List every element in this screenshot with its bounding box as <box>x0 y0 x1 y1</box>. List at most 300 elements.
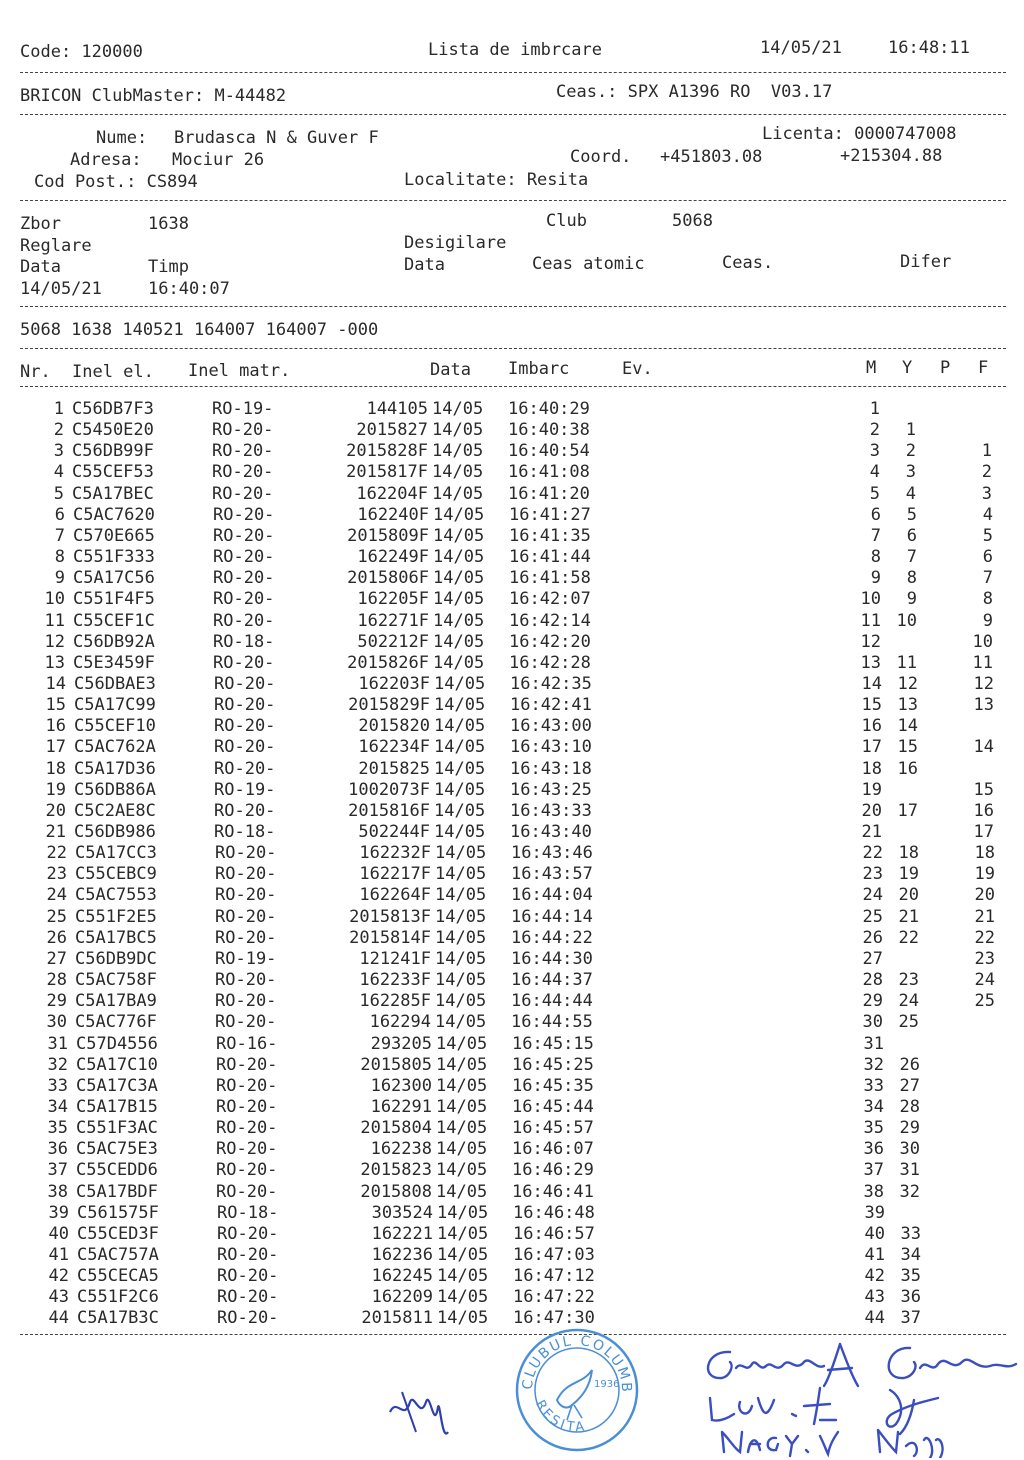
row-inel-el: C570E665 <box>73 526 155 546</box>
clock-label: Ceas. <box>722 253 774 273</box>
row-m: 22 <box>862 843 883 863</box>
row-time: 16:45:15 <box>512 1034 594 1054</box>
owner-address: Mociur 26 <box>172 150 265 170</box>
row-prefix: RO-20- <box>213 653 275 673</box>
row-nr: 1 <box>53 399 64 419</box>
row-time: 16:45:57 <box>512 1118 594 1138</box>
address-label: Adresa: <box>70 150 142 170</box>
row-inel-el: C5AC757A <box>77 1245 159 1265</box>
row-date: 14/05 <box>435 949 487 969</box>
row-nr: 39 <box>48 1203 69 1223</box>
handwritten-signature-icon <box>382 1372 462 1452</box>
row-inel-el: C55CEF10 <box>74 716 156 736</box>
row-ring-number: 162203F <box>358 674 430 694</box>
row-date: 14/05 <box>434 801 486 821</box>
row-time: 16:44:55 <box>511 1012 593 1032</box>
row-prefix: RO-20- <box>213 589 275 609</box>
table-row <box>0 1055 1024 1076</box>
row-prefix: RO-20- <box>217 1308 279 1328</box>
row-y: 30 <box>899 1139 920 1159</box>
row-f: 20 <box>974 885 995 905</box>
row-m: 18 <box>861 759 882 779</box>
row-prefix: RO-20- <box>216 1097 278 1117</box>
row-m: 2 <box>869 420 880 440</box>
row-y: 2 <box>905 441 916 461</box>
row-date: 14/05 <box>437 1287 489 1307</box>
row-date: 14/05 <box>433 547 485 567</box>
row-ring-number: 162204F <box>356 484 428 504</box>
row-m: 20 <box>861 801 882 821</box>
row-f: 23 <box>974 949 995 969</box>
row-inel-el: C5AC776F <box>75 1012 157 1032</box>
table-row <box>0 399 1024 420</box>
row-nr: 36 <box>47 1139 68 1159</box>
row-date: 14/05 <box>436 1097 488 1117</box>
table-row <box>0 737 1024 758</box>
row-m: 33 <box>863 1076 884 1096</box>
row-f: 16 <box>973 801 994 821</box>
row-date: 14/05 <box>433 568 485 588</box>
row-prefix: RO-20- <box>215 970 277 990</box>
row-m: 29 <box>862 991 883 1011</box>
row-y: 37 <box>900 1308 921 1328</box>
row-time: 16:40:29 <box>508 399 590 419</box>
divider <box>20 114 1006 115</box>
club-stamp-icon <box>512 1325 642 1455</box>
row-prefix: RO-20- <box>214 737 276 757</box>
row-inel-el: C56DB986 <box>74 822 156 842</box>
col-data: Data <box>430 360 471 380</box>
reglare-label: Reglare <box>20 236 92 256</box>
row-time: 16:42:41 <box>510 695 592 715</box>
row-m: 27 <box>862 949 883 969</box>
divider <box>20 200 1006 201</box>
row-date: 14/05 <box>436 1139 488 1159</box>
row-ring-number: 162294 <box>369 1012 431 1032</box>
row-prefix: RO-20- <box>212 462 274 482</box>
row-ring-number: 162264F <box>359 885 431 905</box>
row-inel-el: C5AC7553 <box>75 885 157 905</box>
row-prefix: RO-18- <box>217 1203 279 1223</box>
row-y: 13 <box>897 695 918 715</box>
row-time: 16:47:22 <box>513 1287 595 1307</box>
table-row <box>0 907 1024 928</box>
table-row <box>0 864 1024 885</box>
row-m: 4 <box>869 462 880 482</box>
row-time: 16:41:20 <box>508 484 590 504</box>
table-row <box>0 801 1024 822</box>
row-nr: 21 <box>45 822 66 842</box>
row-ring-number: 121241F <box>359 949 431 969</box>
row-ring-number: 162217F <box>359 864 431 884</box>
row-prefix: RO-18- <box>214 822 276 842</box>
row-y: 34 <box>900 1245 921 1265</box>
row-f: 5 <box>982 526 993 546</box>
table-row <box>0 991 1024 1012</box>
row-y: 28 <box>899 1097 920 1117</box>
row-nr: 19 <box>45 780 66 800</box>
row-nr: 29 <box>46 991 67 1011</box>
summary-line: 5068 1638 140521 164007 164007 -000 <box>20 320 379 340</box>
row-inel-el: C5A17B3C <box>77 1308 159 1328</box>
row-time: 16:43:40 <box>510 822 592 842</box>
row-m: 24 <box>862 885 883 905</box>
row-date: 14/05 <box>433 632 485 652</box>
row-f: 11 <box>972 653 993 673</box>
row-nr: 15 <box>45 695 66 715</box>
row-m: 7 <box>870 526 881 546</box>
row-y: 24 <box>898 991 919 1011</box>
row-m: 44 <box>864 1308 885 1328</box>
row-date: 14/05 <box>435 991 487 1011</box>
locality: Localitate: Resita <box>404 170 589 190</box>
row-time: 16:44:04 <box>511 885 593 905</box>
row-nr: 12 <box>44 632 65 652</box>
row-date: 14/05 <box>434 716 486 736</box>
row-y: 6 <box>906 526 917 546</box>
row-time: 16:46:07 <box>512 1139 594 1159</box>
row-date: 14/05 <box>433 589 485 609</box>
row-inel-el: C5A17BEC <box>72 484 154 504</box>
row-f: 1 <box>981 441 992 461</box>
document-title: Lista de imbrcare <box>428 40 602 60</box>
row-ring-number: 162285F <box>359 991 431 1011</box>
row-ring-number: 2015825 <box>358 759 430 779</box>
row-y: 23 <box>898 970 919 990</box>
row-y: 29 <box>899 1118 920 1138</box>
row-f: 2 <box>981 462 992 482</box>
handwritten-signature-icon <box>700 1340 1020 1458</box>
table-row <box>0 1139 1024 1160</box>
row-prefix: RO-20- <box>214 716 276 736</box>
row-nr: 2 <box>53 420 64 440</box>
row-f: 25 <box>974 991 995 1011</box>
row-inel-el: C5A17C56 <box>73 568 155 588</box>
row-y: 31 <box>899 1160 920 1180</box>
row-ring-number: 2015804 <box>360 1118 432 1138</box>
club-label: Club <box>546 211 587 231</box>
table-row <box>0 1160 1024 1181</box>
row-time: 16:42:20 <box>509 632 591 652</box>
row-ring-number: 2015826F <box>347 653 429 673</box>
table-row <box>0 632 1024 653</box>
row-prefix: RO-20- <box>212 484 274 504</box>
row-ring-number: 162249F <box>357 547 429 567</box>
row-nr: 37 <box>47 1160 68 1180</box>
row-nr: 32 <box>47 1055 68 1075</box>
row-ring-number: 162300 <box>370 1076 432 1096</box>
difference-label: Difer <box>900 252 952 272</box>
row-ring-number: 162271F <box>357 611 429 631</box>
row-nr: 30 <box>46 1012 67 1032</box>
stamp-top-text: CLUBUL COLUMB <box>519 1332 635 1395</box>
row-time: 16:45:25 <box>512 1055 594 1075</box>
row-inel-el: C5A17C3A <box>76 1076 158 1096</box>
row-m: 37 <box>863 1160 884 1180</box>
row-y: 35 <box>900 1266 921 1286</box>
row-date: 14/05 <box>435 864 487 884</box>
col-inel-matr: Inel matr. <box>188 361 291 381</box>
row-inel-el: C551F3AC <box>76 1118 158 1138</box>
row-f: 17 <box>973 822 994 842</box>
col-ev: Ev. <box>622 359 653 379</box>
row-date: 14/05 <box>435 1012 487 1032</box>
row-prefix: RO-20- <box>213 568 275 588</box>
table-row <box>0 526 1024 547</box>
row-nr: 41 <box>48 1245 69 1265</box>
row-inel-el: C56DB99F <box>72 441 154 461</box>
row-ring-number: 303524 <box>371 1203 433 1223</box>
row-date: 14/05 <box>435 907 487 927</box>
row-ring-number: 2015808 <box>360 1182 432 1202</box>
row-prefix: RO-20- <box>216 1076 278 1096</box>
table-row <box>0 780 1024 801</box>
row-m: 42 <box>864 1266 885 1286</box>
row-f: 10 <box>972 632 993 652</box>
row-date: 14/05 <box>432 462 484 482</box>
row-ring-number: 2015811 <box>361 1308 433 1328</box>
col-inel-el: Inel el. <box>72 362 154 382</box>
row-prefix: RO-20- <box>215 843 277 863</box>
row-prefix: RO-20- <box>213 611 275 631</box>
row-inel-el: C5A17C10 <box>76 1055 158 1075</box>
row-y: 17 <box>897 801 918 821</box>
table-row <box>0 759 1024 780</box>
row-inel-el: C551F2C6 <box>77 1287 159 1307</box>
row-prefix: RO-20- <box>215 1012 277 1032</box>
row-time: 16:47:12 <box>513 1266 595 1286</box>
row-m: 31 <box>863 1034 884 1054</box>
row-time: 16:47:30 <box>513 1308 595 1328</box>
table-row <box>0 653 1024 674</box>
row-nr: 8 <box>54 547 65 567</box>
row-prefix: RO-20- <box>212 420 274 440</box>
stamp-bottom-text: RESITA <box>532 1397 588 1436</box>
row-inel-el: C5AC7620 <box>73 505 155 525</box>
row-inel-el: C5AC762A <box>74 737 156 757</box>
row-m: 11 <box>860 611 881 631</box>
row-prefix: RO-20- <box>215 885 277 905</box>
row-m: 43 <box>864 1287 885 1307</box>
row-y: 25 <box>898 1012 919 1032</box>
row-m: 14 <box>861 674 882 694</box>
table-row <box>0 970 1024 991</box>
row-y: 10 <box>896 611 917 631</box>
row-m: 19 <box>861 780 882 800</box>
divider <box>20 348 1006 349</box>
coord-lon: +215304.88 <box>840 146 943 166</box>
table-row <box>0 1287 1024 1308</box>
table-row <box>0 885 1024 906</box>
row-f: 21 <box>974 907 995 927</box>
row-prefix: RO-20- <box>214 695 276 715</box>
row-nr: 11 <box>44 611 65 631</box>
row-m: 30 <box>862 1012 883 1032</box>
row-date: 14/05 <box>433 526 485 546</box>
row-y: 33 <box>900 1224 921 1244</box>
row-nr: 26 <box>46 928 67 948</box>
row-nr: 14 <box>45 674 66 694</box>
row-date: 14/05 <box>434 737 486 757</box>
row-y: 26 <box>899 1055 920 1075</box>
row-f: 24 <box>974 970 995 990</box>
row-date: 14/05 <box>434 674 486 694</box>
row-time: 16:44:30 <box>511 949 593 969</box>
row-ring-number: 2015809F <box>347 526 429 546</box>
row-date: 14/05 <box>436 1160 488 1180</box>
row-ring-number: 162240F <box>357 505 429 525</box>
row-ring-number: 293205 <box>370 1034 432 1054</box>
row-ring-number: 144105 <box>366 399 428 419</box>
row-time: 16:45:35 <box>512 1076 594 1096</box>
row-ring-number: 1002073F <box>348 780 430 800</box>
row-date: 14/05 <box>434 759 486 779</box>
row-f: 22 <box>974 928 995 948</box>
col-f: F <box>978 358 989 378</box>
table-row <box>0 949 1024 970</box>
row-prefix: RO-19- <box>214 780 276 800</box>
row-f: 7 <box>982 568 993 588</box>
row-date: 14/05 <box>436 1118 488 1138</box>
row-m: 21 <box>861 822 882 842</box>
row-f: 18 <box>974 843 995 863</box>
row-ring-number: 162245 <box>371 1266 433 1286</box>
row-inel-el: C5AC758F <box>75 970 157 990</box>
row-ring-number: 2015816F <box>348 801 430 821</box>
row-prefix: RO-20- <box>215 991 277 1011</box>
row-date: 14/05 <box>433 611 485 631</box>
row-m: 9 <box>870 568 881 588</box>
row-m: 39 <box>864 1203 885 1223</box>
row-ring-number: 162234F <box>358 737 430 757</box>
table-row <box>0 441 1024 462</box>
row-time: 16:46:57 <box>513 1224 595 1244</box>
row-inel-el: C57D4556 <box>76 1034 158 1054</box>
row-time: 16:43:18 <box>510 759 592 779</box>
row-inel-el: C5A17B15 <box>76 1097 158 1117</box>
row-date: 14/05 <box>436 1034 488 1054</box>
row-inel-el: C55CECA5 <box>77 1266 159 1286</box>
table-row <box>0 484 1024 505</box>
col-p: P <box>940 358 951 378</box>
table-row <box>0 1012 1024 1033</box>
row-nr: 34 <box>47 1097 68 1117</box>
postal-code: Cod Post.: CS894 <box>34 172 198 192</box>
row-inel-el: C56DB86A <box>74 780 156 800</box>
table-row <box>0 568 1024 589</box>
row-time: 16:42:07 <box>509 589 591 609</box>
row-date: 14/05 <box>435 970 487 990</box>
row-y: 4 <box>905 484 916 504</box>
divider <box>20 72 1006 73</box>
row-inel-el: C5A17CC3 <box>75 843 157 863</box>
table-row <box>0 928 1024 949</box>
row-inel-el: C5A17C99 <box>74 695 156 715</box>
flight-label: Zbor <box>20 214 61 234</box>
row-nr: 4 <box>53 462 64 482</box>
row-date: 14/05 <box>435 843 487 863</box>
row-date: 14/05 <box>437 1245 489 1265</box>
row-nr: 18 <box>45 759 66 779</box>
row-ring-number: 2015827 <box>356 420 428 440</box>
row-y: 16 <box>897 759 918 779</box>
row-m: 28 <box>862 970 883 990</box>
table-row <box>0 695 1024 716</box>
name-label: Nume: <box>96 128 148 148</box>
row-y: 20 <box>898 885 919 905</box>
row-nr: 9 <box>54 568 65 588</box>
row-y: 9 <box>906 589 917 609</box>
row-inel-el: C5A17BC5 <box>75 928 157 948</box>
table-row <box>0 1245 1024 1266</box>
table-row <box>0 611 1024 632</box>
row-inel-el: C55CEF1C <box>73 611 155 631</box>
row-time: 16:44:14 <box>511 907 593 927</box>
row-m: 26 <box>862 928 883 948</box>
table-row <box>0 1182 1024 1203</box>
row-nr: 16 <box>45 716 66 736</box>
divider <box>20 386 1006 387</box>
clubmaster-id: BRICON ClubMaster: M-44482 <box>20 86 287 106</box>
row-nr: 7 <box>54 526 65 546</box>
row-ring-number: 162238 <box>370 1139 432 1159</box>
row-nr: 20 <box>45 801 66 821</box>
table-row <box>0 420 1024 441</box>
row-y: 1 <box>905 420 916 440</box>
row-nr: 38 <box>47 1182 68 1202</box>
row-f: 3 <box>981 484 992 504</box>
row-time: 16:41:58 <box>509 568 591 588</box>
row-time: 16:43:46 <box>511 843 593 863</box>
row-y: 19 <box>898 864 919 884</box>
row-prefix: RO-20- <box>213 505 275 525</box>
row-time: 16:42:35 <box>510 674 592 694</box>
date-label: Data <box>20 257 61 277</box>
row-m: 16 <box>861 716 882 736</box>
row-time: 16:44:22 <box>511 928 593 948</box>
row-date: 14/05 <box>437 1308 489 1328</box>
row-time: 16:45:44 <box>512 1097 594 1117</box>
row-m: 13 <box>860 653 881 673</box>
row-m: 12 <box>860 632 881 652</box>
row-ring-number: 2015823 <box>360 1160 432 1180</box>
row-inel-el: C55CEBC9 <box>75 864 157 884</box>
row-date: 14/05 <box>436 1182 488 1202</box>
row-date: 14/05 <box>434 822 486 842</box>
row-inel-el: C5A17D36 <box>74 759 156 779</box>
code-label: Code: 120000 <box>20 42 143 62</box>
row-ring-number: 2015820 <box>358 716 430 736</box>
row-inel-el: C551F2E5 <box>75 907 157 927</box>
col-y: Y <box>902 358 913 378</box>
row-inel-el: C561575F <box>77 1203 159 1223</box>
row-nr: 22 <box>46 843 67 863</box>
row-prefix: RO-20- <box>214 801 276 821</box>
row-nr: 31 <box>47 1034 68 1054</box>
row-m: 3 <box>869 441 880 461</box>
row-m: 40 <box>864 1224 885 1244</box>
row-y: 15 <box>897 737 918 757</box>
table-row <box>0 1118 1024 1139</box>
row-nr: 25 <box>46 907 67 927</box>
row-m: 38 <box>863 1182 884 1202</box>
row-ring-number: 2015814F <box>349 928 431 948</box>
row-m: 15 <box>861 695 882 715</box>
stamp-year: 1936 <box>594 1379 620 1390</box>
row-inel-el: C56DBAE3 <box>74 674 156 694</box>
row-nr: 43 <box>48 1287 69 1307</box>
row-ring-number: 162291 <box>370 1097 432 1117</box>
